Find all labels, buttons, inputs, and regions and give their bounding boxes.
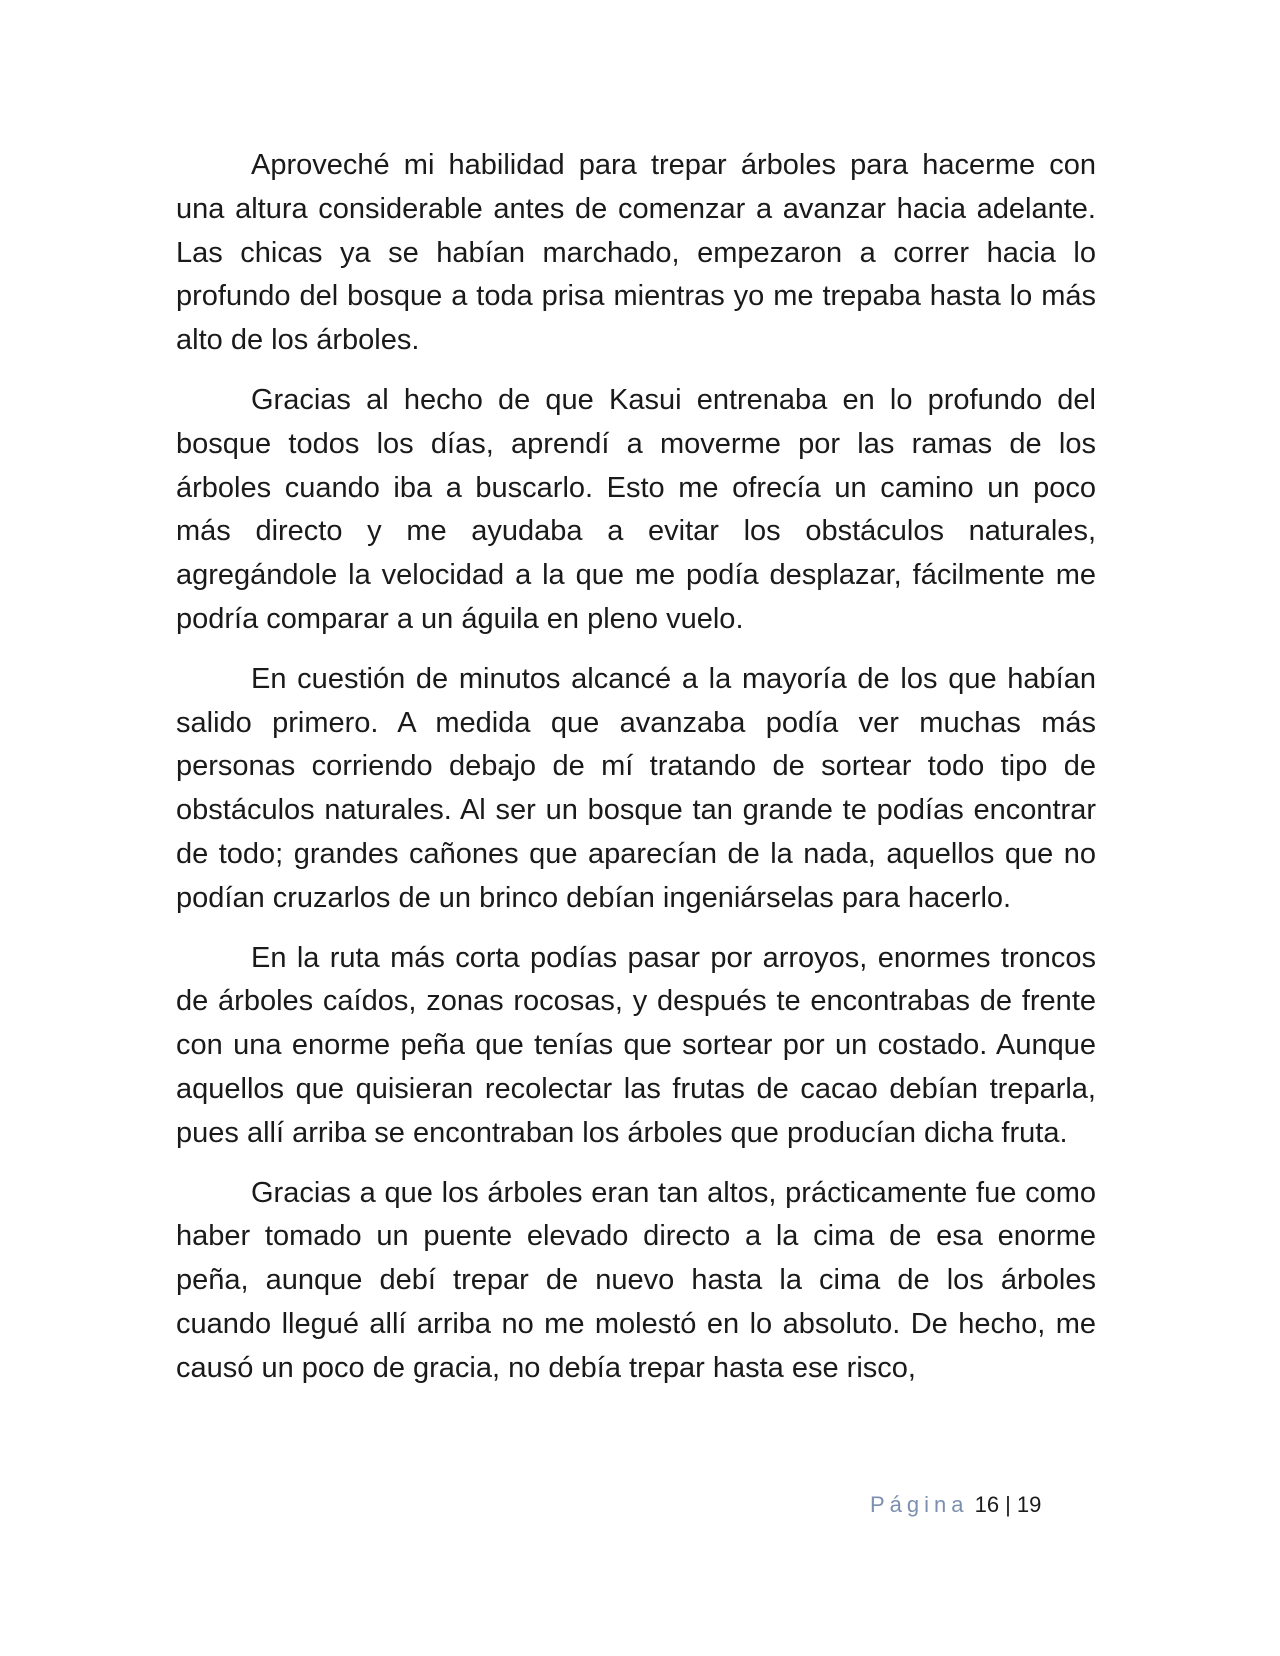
page-number-footer [870,1490,1070,1520]
paragraph: Gracias a que los árboles eran tan altos, prácticamente fue como haber tomado un puente elevado directo a la cima de esa enorme peña, aunque debí trepar de nuevo hasta la cima de los árboles cuando llegué allí arriba no me molestó en lo absoluto. De hecho, me causó un poco de gracia, no debía trepar hasta ese risco, [176,1176,1096,1384]
page-label: Página [870,1492,969,1517]
total-pages-number: 19 [1016,1492,1042,1517]
page-separator: | [1005,1492,1011,1517]
paragraph: En la ruta más corta podías pasar por arroyos, enormes troncos de árboles caídos, zonas rocosas, y después te encontrabas de frente con una enorme peña que tenías que sortear por un costado. Aunque aquellos que quisieran recolectar las frutas de cacao debían treparla, pues allí arriba se encontraban los árboles que producían dicha fruta. [176,941,1096,1149]
paragraph: En cuestión de minutos alcancé a la mayoría de los que habían salido primero. A medida que avanzaba podía ver muchas más personas corriendo debajo de mí tratando de sortear todo tipo de obstáculos naturales. Al ser un bosque tan grande te podías encontrar de todo; grandes cañones que aparecían de la nada, aquellos que no podían cruzarlos de un brinco debían ingeniárselas para hacerlo. [176,662,1096,914]
paragraph: Gracias al hecho de que Kasui entrenaba en lo profundo del bosque todos los días, aprendí a moverme por las ramas de los árboles cuando iba a buscarlo. Esto me ofrecía un camino un poco más directo y me ayudaba a evitar los obstáculos naturales, agregándole la velocidad a la que me podía desplazar, fácilmente me podría comparar a un águila en pleno vuelo. [176,383,1096,635]
document-body [176,144,1096,1407]
current-page-number: 16 [974,1492,1000,1517]
paragraph: Aproveché mi habilidad para trepar árboles para hacerme con una altura considerable antes de comenzar a avanzar hacia adelante. Las chicas ya se habían marchado, empezaron a correr hacia lo profundo del bosque a toda prisa mientras yo me trepaba hasta lo más alto de los árboles. [176,149,1096,357]
